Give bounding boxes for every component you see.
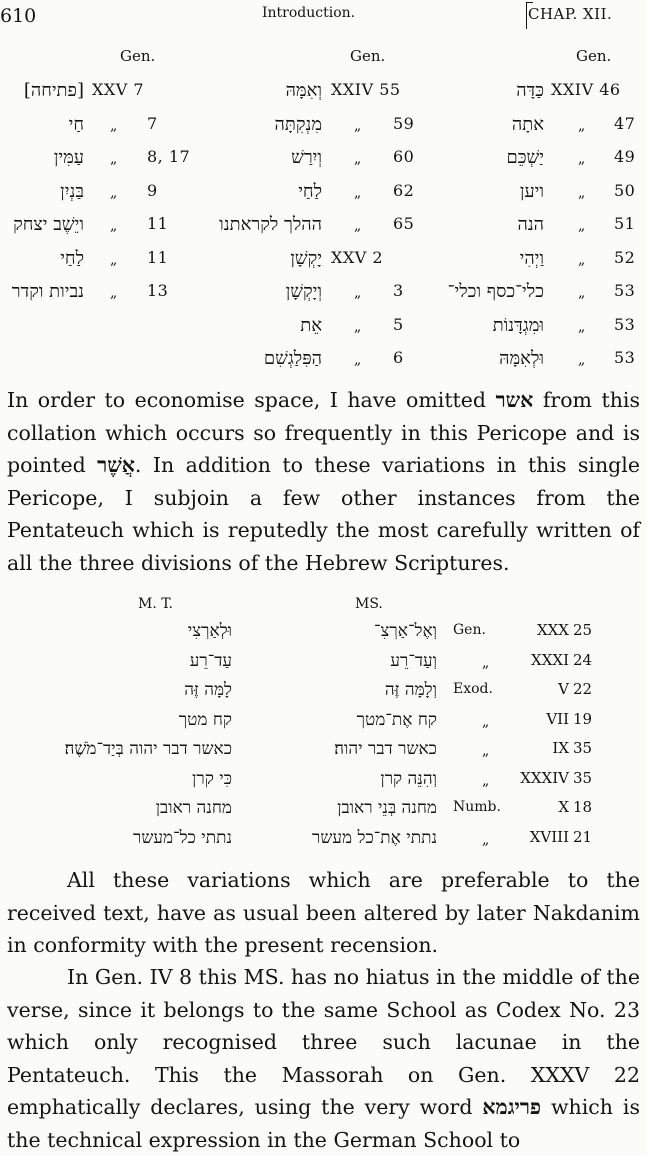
- ms-reading: וְהִנֵּה קרן: [380, 768, 437, 789]
- ditto-mark: „: [482, 831, 490, 848]
- ditto-mark: „: [110, 218, 118, 234]
- hebrew-reading: הַפִּלַגְשִׁם: [263, 348, 322, 369]
- column-header-gen: Gen.: [350, 47, 386, 65]
- book-name: Gen.: [453, 622, 486, 638]
- verse-ref: 53: [614, 314, 636, 334]
- verse-ref: 11: [147, 247, 169, 267]
- hebrew-reading: מִנְקִתָּה: [274, 113, 322, 135]
- hebrew-reading: לַחַי: [60, 247, 84, 269]
- collation-row: [0, 143, 647, 177]
- hebrew-word: אשר: [495, 388, 534, 412]
- verse-ref: XXIV 55: [331, 80, 401, 99]
- collation-row: [0, 177, 647, 211]
- verse-number: 24: [573, 650, 593, 669]
- ditto-mark: „: [110, 151, 118, 167]
- chapter-numeral: VII: [546, 709, 569, 728]
- verse-ref: 6: [393, 348, 404, 367]
- running-header: [0, 2, 647, 28]
- verse-ref: 53: [614, 281, 636, 300]
- verse-ref: 52: [614, 247, 636, 267]
- verse-ref: 65: [393, 214, 415, 233]
- verse-ref: 3: [393, 281, 404, 300]
- verse-number: 19: [573, 709, 593, 728]
- paragraph-variations: All these variations which are preferable to the received text, have as usual been altered by later Nakdanim in conformity with the present recension.: [7, 868, 640, 957]
- collation-row: [0, 244, 647, 278]
- hebrew-word: אֲשֶׁר: [97, 453, 135, 477]
- verse-ref: 60: [393, 147, 415, 166]
- verse-ref: 49: [614, 147, 636, 166]
- mt-reading: כאשר דבר יהוה בְּיַד־מֹשֶׁה׃: [64, 739, 232, 759]
- chapter-numeral: XVIII: [529, 827, 569, 846]
- hebrew-reading: אֵת: [300, 314, 322, 336]
- book-name: Numb.: [453, 799, 501, 815]
- mt-reading: לָמָּה זֶּה: [184, 680, 232, 700]
- mt-reading: קח מטך: [178, 709, 232, 730]
- ditto-mark: „: [578, 352, 586, 368]
- ditto-mark: „: [482, 772, 490, 789]
- hebrew-reading: עַמִּין: [53, 147, 84, 168]
- column-header-gen: Gen.: [576, 47, 612, 65]
- ditto-mark: „: [482, 743, 490, 759]
- paragraph-hiatus: [7, 961, 640, 1156]
- hebrew-reading: יַשְׁכֵּם: [506, 147, 544, 168]
- ditto-mark: „: [578, 318, 586, 335]
- ditto-mark: „: [354, 218, 362, 234]
- mt-reading: כִּי קרן: [192, 768, 232, 789]
- ditto-mark: „: [482, 654, 490, 671]
- text-run: which is the technical expression in the German School to: [7, 1095, 640, 1152]
- text-run: from this collation which occurs so frequently in this Pericope and is pointed: [7, 388, 641, 477]
- verse-ref: 7: [147, 113, 158, 133]
- chapter-numeral: XXX: [536, 621, 569, 639]
- verse-ref: 62: [393, 180, 415, 200]
- verse-number: 18: [573, 798, 593, 816]
- verse-ref: XXIV 46: [551, 80, 621, 99]
- verse-ref: XXV 7: [92, 80, 145, 99]
- hebrew-reading: וּלְאִמָּהּ: [499, 348, 544, 369]
- ditto-mark: „: [578, 184, 586, 201]
- verse-number: 21: [573, 827, 593, 846]
- page-number: 610: [0, 5, 37, 27]
- header-masoretic-text: M. T.: [138, 596, 173, 612]
- hebrew-reading: כַּדָּה: [516, 80, 544, 101]
- hebrew-reading: וַיְהִי: [519, 247, 544, 269]
- ditto-mark: „: [110, 251, 118, 268]
- ms-reading: כאשר דבר יהוה׃: [334, 739, 437, 759]
- hebrew-reading: הנה: [517, 214, 544, 235]
- ditto-mark: „: [578, 117, 586, 134]
- hebrew-reading: חַי: [68, 113, 84, 135]
- chapter-numeral: XXXI: [531, 650, 569, 669]
- ditto-mark: „: [578, 251, 586, 268]
- verse-ref: 13: [147, 281, 169, 300]
- verse-ref: 59: [393, 113, 415, 133]
- ditto-mark: „: [354, 117, 362, 134]
- collation-row: [0, 76, 647, 110]
- verse-ref: 50: [614, 180, 636, 200]
- verse-ref: 8, 17: [147, 147, 191, 166]
- verse-ref: 5: [393, 314, 404, 334]
- verse-number: 22: [573, 680, 593, 698]
- mt-reading: וּלְאַרְצִי: [187, 621, 232, 641]
- ditto-mark: „: [482, 713, 490, 730]
- text-run: . In addition to these variations in this single Pericope, I subjoin a few other instances from the Pentateuch which is reputedly the most carefully written of all the three divisions of the Hebrew Scriptures.: [7, 453, 640, 575]
- ditto-mark: „: [110, 117, 118, 134]
- hebrew-reading: וְיִרַשׁ: [291, 147, 322, 168]
- chapter-numeral: V: [558, 680, 569, 698]
- ms-reading: נתתי אֶת־כל מעשר: [312, 827, 437, 848]
- ditto-mark: „: [110, 184, 118, 201]
- book-name: Exod.: [453, 681, 493, 697]
- chapter-numeral: X: [558, 798, 569, 816]
- hebrew-reading: וְיָקְשָׁן: [285, 281, 322, 302]
- collation-row: [0, 277, 647, 311]
- verse-ref: 47: [614, 113, 636, 133]
- verse-ref: 53: [614, 348, 636, 367]
- ditto-mark: „: [354, 151, 362, 167]
- verse-ref: 9: [147, 180, 158, 200]
- hebrew-reading: בַּנְיִן: [60, 180, 84, 202]
- header-manuscript: MS.: [355, 596, 383, 612]
- hebrew-reading: ויען: [519, 180, 544, 202]
- ms-reading: וְלָמָּה זֶּה: [384, 680, 437, 700]
- verse-ref: 11: [147, 214, 169, 233]
- hebrew-word: פריגמא: [482, 1095, 542, 1119]
- text-run: In Gen. IV 8 this MS. has no hiatus in the middle of the verse, since it belongs to the same School as Codex No. 23 which only recognised three such lacunae in the Pentateuch. This the Massorah on Gen. XXXV 22 emphatically declares, using the very word: [7, 965, 640, 1119]
- ditto-mark: „: [354, 352, 362, 368]
- hebrew-reading: כלי־כסף וכלי־: [447, 281, 544, 302]
- ms-reading: וְעַד־רֵע: [390, 650, 437, 671]
- ms-reading: קח אֶת־מטך: [356, 709, 437, 730]
- hebrew-reading: וְאִמָּהּ: [285, 80, 322, 101]
- text-run: In order to economise space, I have omitted: [7, 388, 496, 412]
- collation-row: [0, 110, 647, 144]
- verse-ref: XXV 2: [331, 247, 384, 267]
- hebrew-reading: ויֵשֶׁב יצחק: [13, 214, 84, 235]
- verse-number: 35: [573, 768, 593, 787]
- hebrew-reading: [פתיחה]: [23, 80, 84, 101]
- hebrew-reading: וּמִגְדָּנוֹת: [492, 314, 544, 336]
- ditto-mark: „: [354, 285, 362, 301]
- verse-number: 35: [573, 739, 593, 757]
- mt-reading: עַד־רֵע: [189, 650, 232, 671]
- ditto-mark: „: [354, 318, 362, 335]
- ms-reading: וְאֶל־אַרְצִ־: [374, 621, 437, 641]
- variant-row: [0, 824, 647, 858]
- hebrew-reading: אתָה: [511, 113, 544, 135]
- ditto-mark: „: [354, 184, 362, 201]
- hebrew-reading: נביות וקדר: [11, 281, 84, 302]
- mt-reading: נתתי כל־מעשר: [133, 827, 232, 848]
- hebrew-reading: לַחַי: [298, 180, 322, 202]
- ms-reading: מחנה בְּנֵי ראובן: [337, 798, 437, 818]
- verse-number: 25: [573, 621, 593, 639]
- collation-row: [0, 344, 647, 378]
- ditto-mark: „: [578, 285, 586, 301]
- collation-row: [0, 311, 647, 345]
- ditto-mark: „: [578, 151, 586, 167]
- column-header-gen: Gen.: [120, 47, 156, 65]
- mt-reading: מחנה ראובן: [155, 798, 232, 818]
- chapter-numeral: IX: [552, 739, 569, 757]
- chapter-numeral: XXXIV: [520, 768, 569, 787]
- paragraph-omission-note: [7, 384, 640, 579]
- hebrew-reading: יָקְשָׁן: [290, 247, 322, 269]
- hebrew-reading: ההלך לקראתנו: [219, 214, 322, 235]
- collation-row: [0, 210, 647, 244]
- verse-ref: 51: [614, 214, 636, 233]
- chapter-label: CHAP. XII.: [528, 5, 613, 23]
- ditto-mark: „: [110, 285, 118, 301]
- ditto-mark: „: [578, 218, 586, 234]
- running-title: Introduction.: [262, 5, 356, 21]
